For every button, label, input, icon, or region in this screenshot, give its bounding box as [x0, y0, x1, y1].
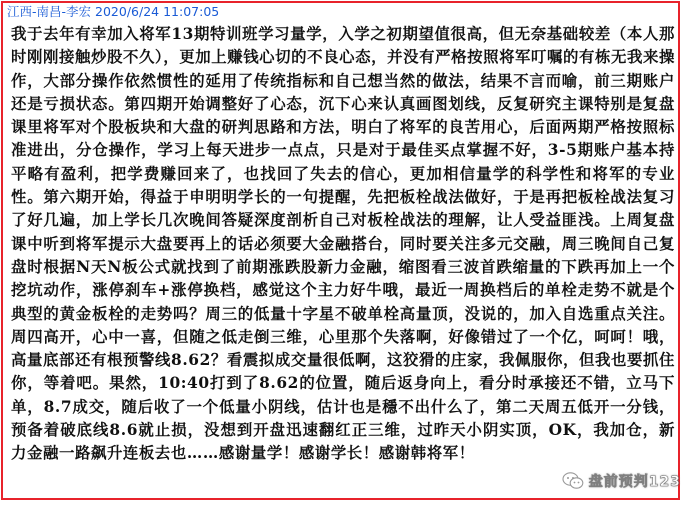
- post-body: 我于去年有幸加入将军13期特训班学习量学，入学之初期望值很高，但无奈基础较差（本人那时刚刚接触炒股不久），更加上赚钱心切的不良心态，并没有严格按照将军叮嘱的有栋无我来操作，大部分操作依然惯性的延用了传统指标和自己想当然的做法，结果不言而喻，前三期账户还是亏损状态。第四期开始调整好了心态，沉下心来认真画图划线，反复研究主课特别是复盘课里将军对个股板块和大盘的研判思路和方法，明白了将军的良苦用心，后面两期严格按照标准进出，分仓操作，学习上每天进步一点点，只是对于最佳买点掌握不好，3-5期账户基本持平略有盈利，把学费赚回来了，也找回了失去的信心，更加相信量学的科学性和将军的专业性。第六期开始，得益于申明明学长的一句提醒，先把板栓战法做好，于是再把板栓战法复习了好几遍，加上学长几次晚间答疑深度剖析自己对板栓战法的理解，让人受益匪浅。上周复盘课中听到将军提示大盘要再上的话必须要大金融搭台，同时要关注多元交融，周三晚间自己复盘时根据N天N板公式就找到了前期涨跌股新力金融，缩图看三波首跌缩量的下跌再加上一个挖坑动作，涨停刹车+涨停换档，感觉这个主力好牛哦，最近一周换档后的单栓走势不就是个典型的黄金板栓的走势吗？周三的低量十字星不破单栓高量顶，没说的，加入自选重点关注。周四高开，心中一喜，但随之低走倒三维，心里那个失落啊，好像错过了一个亿，呵呵！哦，高量底部还有根预警线8.62？看震拟成交量很低啊，这狡猾的庄家，我佩服你，但我也要抓住你，等着吧。果然，10:40打到了8.62的位置，随后返身向上，看分时承接还不错，立马下单，8.7成交，随后收了一个低量小阴线，估计也是穩不出什么了，第二天周五低开一分钱，预备着破底线8.6就止损，没想到开盘迅速翻红正三维，过昨天小阴实顶，OK，我加仓，新力金融一路飙升连板去也……感谢量学！感谢学长！感谢韩将军！: [11, 25, 675, 463]
- post-timestamp: 2020/6/24 11:07:05: [95, 4, 220, 19]
- author-name[interactable]: 江西-南昌-李宏: [7, 4, 92, 19]
- watermark-text: 盘前预判123: [588, 474, 681, 490]
- post-frame: [1, 1, 680, 500]
- post-header: [7, 4, 219, 20]
